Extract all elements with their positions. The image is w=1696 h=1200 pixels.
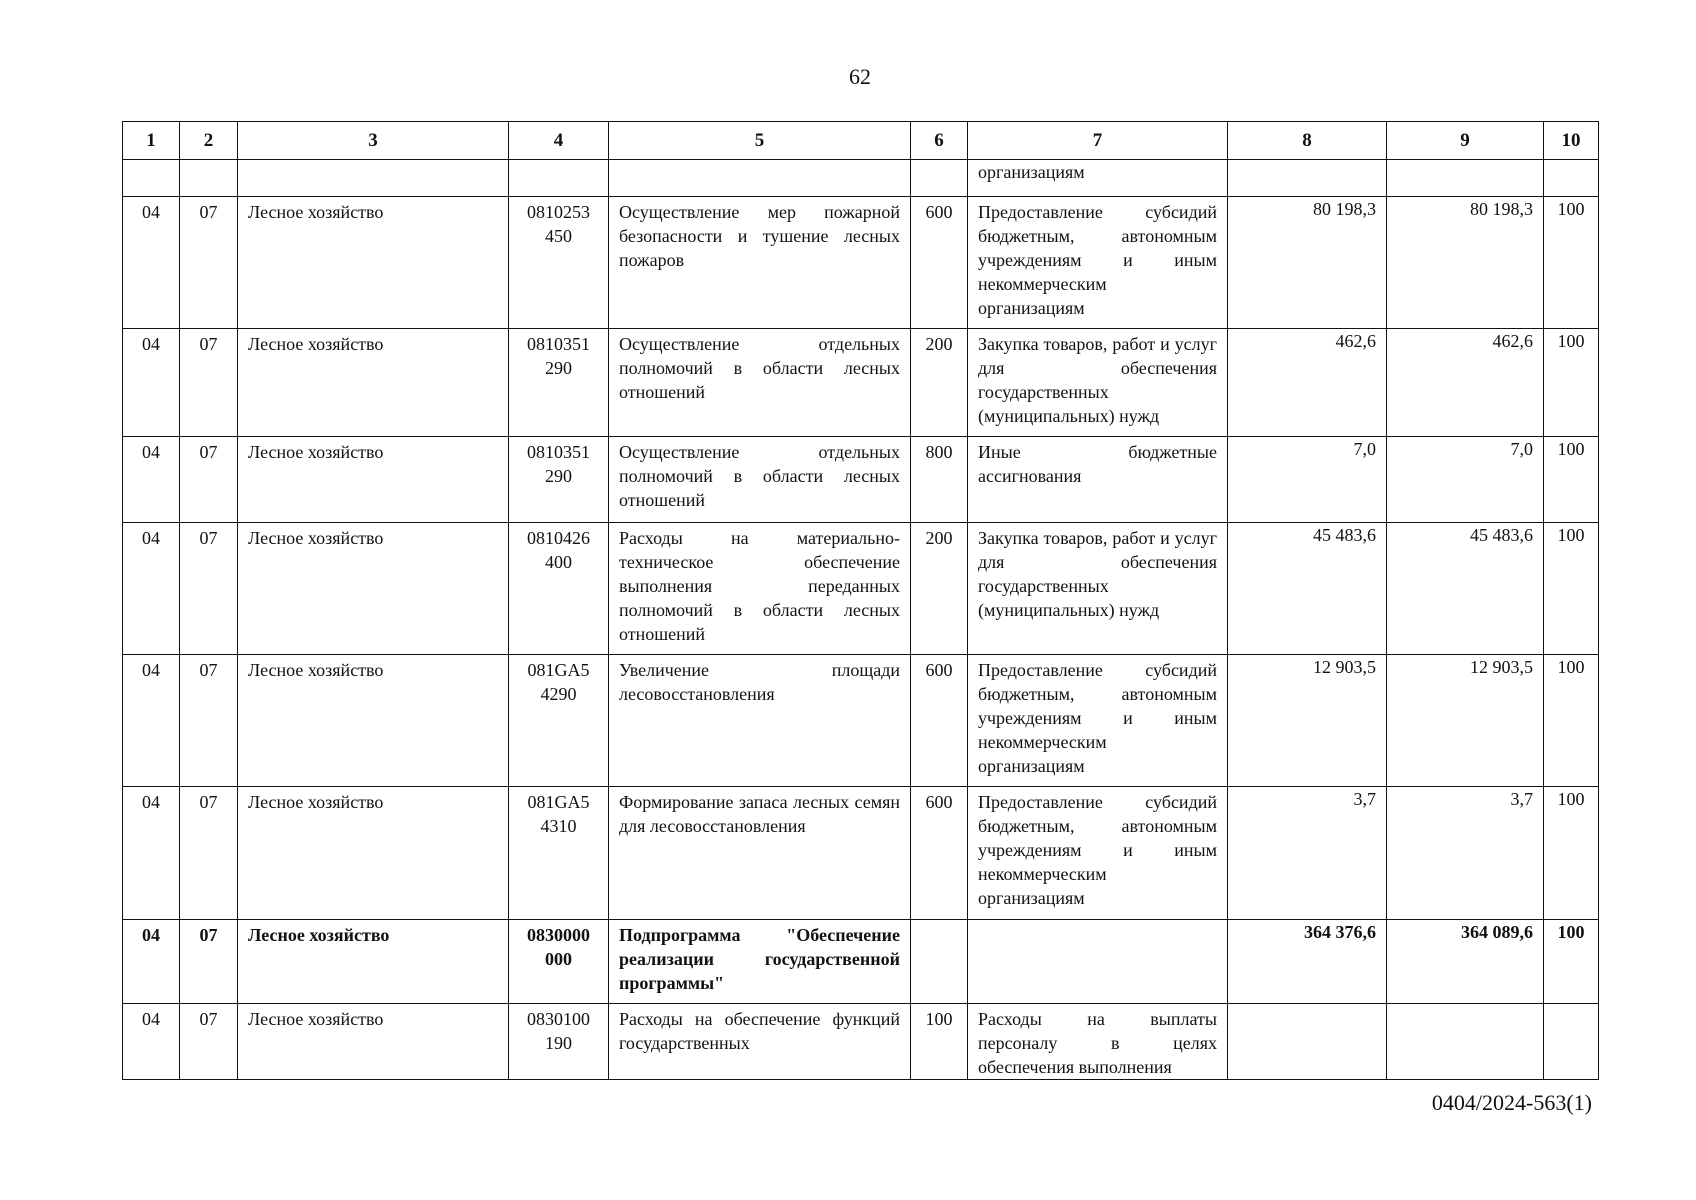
subsection-code: 07 bbox=[180, 787, 238, 920]
table-row bbox=[123, 787, 1599, 920]
section-code: 04 bbox=[123, 437, 180, 523]
subsection-code: 07 bbox=[180, 197, 238, 329]
section-code: 04 bbox=[123, 197, 180, 329]
section-code: 04 bbox=[123, 1004, 180, 1080]
executed-amount: 80 198,3 bbox=[1387, 197, 1544, 329]
target-article-code bbox=[509, 787, 609, 920]
code-part-2: 190 bbox=[545, 1033, 572, 1053]
code-part-2: 4290 bbox=[540, 684, 577, 704]
executed-amount: 3,7 bbox=[1387, 787, 1544, 920]
executed-amount: 364 089,6 bbox=[1387, 920, 1544, 1004]
planned-amount: 462,6 bbox=[1228, 329, 1387, 437]
code-part-2: 290 bbox=[545, 358, 572, 378]
column-header-8: 8 bbox=[1228, 122, 1387, 160]
cell-9 bbox=[1387, 160, 1544, 197]
table-row bbox=[123, 197, 1599, 329]
execution-percent bbox=[1544, 1004, 1599, 1080]
column-header-10: 10 bbox=[1544, 122, 1599, 160]
expense-description: Формирование запаса лесных семян для лесовосстановления bbox=[609, 787, 911, 920]
target-article-code bbox=[509, 329, 609, 437]
cell-4 bbox=[509, 160, 609, 197]
expense-type-code: 600 bbox=[911, 197, 968, 329]
code-part-2: 290 bbox=[545, 466, 572, 486]
page-number: 62 bbox=[849, 64, 871, 89]
cell-5 bbox=[609, 160, 911, 197]
code-part-2: 4310 bbox=[540, 816, 577, 836]
column-header-6: 6 bbox=[911, 122, 968, 160]
code-part-1: 0830000 bbox=[527, 925, 590, 945]
planned-amount: 7,0 bbox=[1228, 437, 1387, 523]
executed-amount: 7,0 bbox=[1387, 437, 1544, 523]
expense-type-name: Иные бюджетные ассигнования bbox=[968, 437, 1228, 523]
execution-percent: 100 bbox=[1544, 437, 1599, 523]
code-part-1: 081GA5 bbox=[527, 660, 590, 680]
section-code: 04 bbox=[123, 655, 180, 787]
document-code: 0404/2024-563(1) bbox=[1431, 1090, 1592, 1115]
code-part-1: 0830100 bbox=[527, 1009, 590, 1029]
table-row bbox=[123, 437, 1599, 523]
expense-type-name: Расходы на выплаты персоналу в целях обеспечения выполнения bbox=[968, 1004, 1228, 1080]
expense-description: Подпрограмма "Обеспечение реализации государственной программы" bbox=[609, 920, 911, 1004]
cell-7: организациям bbox=[968, 160, 1228, 197]
section-code: 04 bbox=[123, 329, 180, 437]
column-header-7: 7 bbox=[968, 122, 1228, 160]
target-article-code bbox=[509, 655, 609, 787]
expense-type-name bbox=[968, 920, 1228, 1004]
planned-amount: 12 903,5 bbox=[1228, 655, 1387, 787]
cell-6 bbox=[911, 160, 968, 197]
section-code: 04 bbox=[123, 787, 180, 920]
table-row bbox=[123, 329, 1599, 437]
expense-type-code: 600 bbox=[911, 655, 968, 787]
target-article-code bbox=[509, 920, 609, 1004]
section-code: 04 bbox=[123, 920, 180, 1004]
expense-type-name: Предоставление субсидий бюджетным, автономным учреждениям и иным некоммерческим организациям bbox=[968, 197, 1228, 329]
executed-amount bbox=[1387, 1004, 1544, 1080]
section-name: Лесное хозяйство bbox=[238, 523, 509, 655]
code-part-2: 450 bbox=[545, 226, 572, 246]
expense-type-code: 200 bbox=[911, 523, 968, 655]
code-part-1: 0810351 bbox=[527, 334, 590, 354]
cell-2 bbox=[180, 160, 238, 197]
code-part-1: 0810426 bbox=[527, 528, 590, 548]
code-part-1: 081GA5 bbox=[527, 792, 590, 812]
cell-3 bbox=[238, 160, 509, 197]
cell-10 bbox=[1544, 160, 1599, 197]
code-part-2: 000 bbox=[545, 949, 572, 969]
section-name: Лесное хозяйство bbox=[238, 197, 509, 329]
table-row bbox=[123, 1004, 1599, 1080]
expense-type-name: Закупка товаров, работ и услуг для обеспечения государственных (муниципальных) нужд bbox=[968, 329, 1228, 437]
cell-1 bbox=[123, 160, 180, 197]
execution-percent: 100 bbox=[1544, 197, 1599, 329]
planned-amount bbox=[1228, 1004, 1387, 1080]
expense-description: Расходы на обеспечение функций государственных bbox=[609, 1004, 911, 1080]
table-row bbox=[123, 523, 1599, 655]
code-part-2: 400 bbox=[545, 552, 572, 572]
section-name: Лесное хозяйство bbox=[238, 655, 509, 787]
execution-percent: 100 bbox=[1544, 655, 1599, 787]
table-row bbox=[123, 920, 1599, 1004]
section-name: Лесное хозяйство bbox=[238, 787, 509, 920]
subsection-code: 07 bbox=[180, 655, 238, 787]
column-header-5: 5 bbox=[609, 122, 911, 160]
execution-percent: 100 bbox=[1544, 523, 1599, 655]
section-name: Лесное хозяйство bbox=[238, 920, 509, 1004]
execution-percent: 100 bbox=[1544, 787, 1599, 920]
cell-8 bbox=[1228, 160, 1387, 197]
section-code: 04 bbox=[123, 523, 180, 655]
expense-type-code: 100 bbox=[911, 1004, 968, 1080]
planned-amount: 3,7 bbox=[1228, 787, 1387, 920]
code-part-1: 0810253 bbox=[527, 202, 590, 222]
executed-amount: 462,6 bbox=[1387, 329, 1544, 437]
continuation-row bbox=[123, 160, 1599, 197]
header-row bbox=[123, 122, 1599, 160]
column-header-2: 2 bbox=[180, 122, 238, 160]
column-header-1: 1 bbox=[123, 122, 180, 160]
expense-type-name: Предоставление субсидий бюджетным, автономным учреждениям и иным некоммерческим организациям bbox=[968, 655, 1228, 787]
target-article-code bbox=[509, 523, 609, 655]
subsection-code: 07 bbox=[180, 1004, 238, 1080]
expense-description: Расходы на материально-техническое обеспечение выполнения переданных полномочий в области лесных отношений bbox=[609, 523, 911, 655]
expense-description: Осуществление отдельных полномочий в области лесных отношений bbox=[609, 329, 911, 437]
target-article-code bbox=[509, 197, 609, 329]
executed-amount: 12 903,5 bbox=[1387, 655, 1544, 787]
expense-type-name: Предоставление субсидий бюджетным, автономным учреждениям и иным некоммерческим организациям bbox=[968, 787, 1228, 920]
subsection-code: 07 bbox=[180, 437, 238, 523]
column-header-4: 4 bbox=[509, 122, 609, 160]
expense-type-name: Закупка товаров, работ и услуг для обеспечения государственных (муниципальных) нужд bbox=[968, 523, 1228, 655]
target-article-code bbox=[509, 437, 609, 523]
planned-amount: 45 483,6 bbox=[1228, 523, 1387, 655]
column-header-9: 9 bbox=[1387, 122, 1544, 160]
section-name: Лесное хозяйство bbox=[238, 329, 509, 437]
expense-description: Осуществление отдельных полномочий в области лесных отношений bbox=[609, 437, 911, 523]
expense-type-code: 600 bbox=[911, 787, 968, 920]
subsection-code: 07 bbox=[180, 920, 238, 1004]
execution-percent: 100 bbox=[1544, 920, 1599, 1004]
planned-amount: 364 376,6 bbox=[1228, 920, 1387, 1004]
expense-type-code: 800 bbox=[911, 437, 968, 523]
planned-amount: 80 198,3 bbox=[1228, 197, 1387, 329]
table-row bbox=[123, 655, 1599, 787]
subsection-code: 07 bbox=[180, 329, 238, 437]
section-name: Лесное хозяйство bbox=[238, 437, 509, 523]
target-article-code bbox=[509, 1004, 609, 1080]
section-name: Лесное хозяйство bbox=[238, 1004, 509, 1080]
subsection-code: 07 bbox=[180, 523, 238, 655]
expense-description: Осуществление мер пожарной безопасности и тушение лесных пожаров bbox=[609, 197, 911, 329]
expense-description: Увеличение площади лесовосстановления bbox=[609, 655, 911, 787]
expense-type-code: 200 bbox=[911, 329, 968, 437]
execution-percent: 100 bbox=[1544, 329, 1599, 437]
code-part-1: 0810351 bbox=[527, 442, 590, 462]
budget-table bbox=[122, 121, 1599, 1080]
executed-amount: 45 483,6 bbox=[1387, 523, 1544, 655]
expense-type-code bbox=[911, 920, 968, 1004]
column-header-3: 3 bbox=[238, 122, 509, 160]
